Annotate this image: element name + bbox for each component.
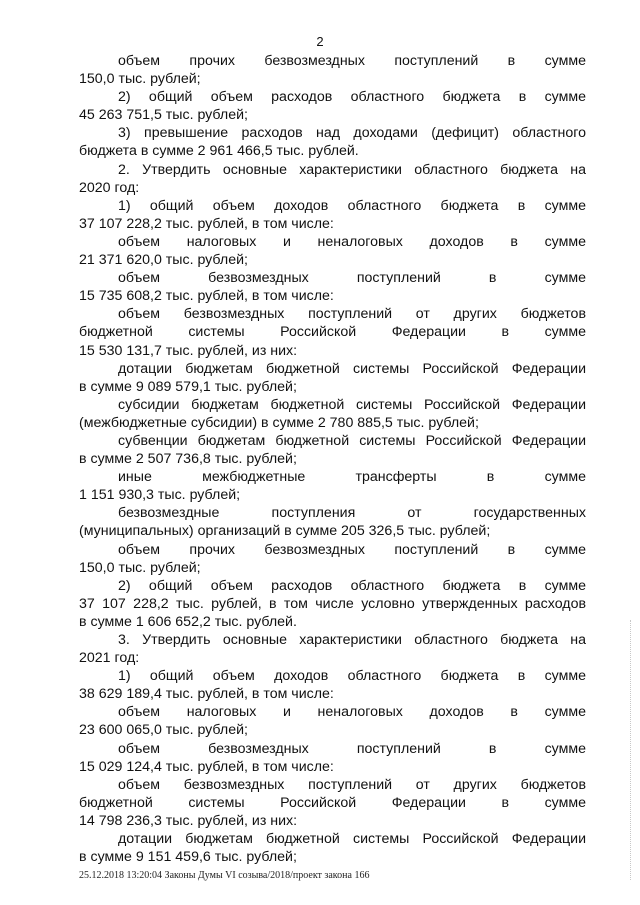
text-line: 1 151 930,3 тыс. рублей;	[79, 487, 241, 504]
text-line: 15 029 124,4 тыс. рублей, в том числе:	[79, 758, 334, 775]
text-line: объем безвозмездных поступлений в сумме	[118, 270, 586, 287]
text-line: объем безвозмездных поступлений в сумме	[118, 740, 586, 757]
text-line: 2020 год:	[79, 179, 140, 196]
text-line: 23 600 065,0 тыс. рублей;	[79, 722, 248, 739]
text-line: в сумме 2 507 736,8 тыс. рублей;	[79, 451, 297, 468]
text-line: в сумме 1 606 652,2 тыс. рублей.	[79, 613, 297, 630]
text-line: 37 107 228,2 тыс. рублей, в том числе условно утвержденных расходов	[79, 595, 586, 612]
text-line: (межбюджетные субсидии) в сумме 2 780 885,5 тыс. рублей;	[79, 414, 479, 431]
text-line: 14 798 236,3 тыс. рублей, из них:	[79, 812, 298, 829]
text-line: 21 371 620,0 тыс. рублей;	[79, 252, 248, 269]
text-line: дотации бюджетам бюджетной системы Российской Федерации	[118, 831, 586, 848]
text-line: бюджета в сумме 2 961 466,5 тыс. рублей.	[79, 143, 359, 160]
text-line: (муниципальных) организаций в сумме 205 326,5 тыс. рублей;	[79, 523, 491, 540]
text-line: 1) общий объем доходов областного бюджета в сумме	[118, 197, 586, 214]
text-line: 15 735 608,2 тыс. рублей, в том числе:	[79, 288, 334, 305]
text-line: субсидии бюджетам бюджетной системы Российской Федерации	[118, 396, 586, 413]
text-line: 38 629 189,4 тыс. рублей, в том числе:	[79, 686, 334, 703]
text-line: 37 107 228,2 тыс. рублей, в том числе:	[79, 215, 334, 232]
text-line: объем прочих безвозмездных поступлений в сумме	[118, 541, 586, 558]
text-line: 3. Утвердить основные характеристики областного бюджета на	[118, 632, 586, 648]
text-line: объем безвозмездных поступлений от других бюджетов	[118, 306, 586, 323]
text-line: дотации бюджетам бюджетной системы Российской Федерации	[118, 360, 586, 377]
text-line: в сумме 9 151 459,6 тыс. рублей;	[79, 849, 297, 866]
margin-scan-marks	[630, 620, 632, 880]
document-footer: 25.12.2018 13:20:04 Законы Думы VI созыва/2018/проект закона 166	[79, 870, 370, 881]
text-line: объем прочих безвозмездных поступлений в сумме	[118, 53, 586, 69]
text-line: 45 263 751,5 тыс. рублей;	[79, 107, 248, 124]
text-line: бюджетной системы Российской Федерации в сумме	[79, 794, 586, 811]
document-body	[79, 52, 586, 866]
text-line: 1) общий объем доходов областного бюджета в сумме	[118, 668, 586, 685]
text-line: 2) общий объем расходов областного бюджета в сумме	[118, 577, 586, 594]
text-line: 150,0 тыс. рублей;	[79, 559, 201, 576]
text-line: 150,0 тыс. рублей;	[79, 71, 201, 88]
text-line: 2) общий объем расходов областного бюджета в сумме	[118, 89, 586, 106]
text-line: субвенции бюджетам бюджетной системы Российской Федерации	[118, 432, 586, 449]
text-line: объем налоговых и неналоговых доходов в сумме	[118, 233, 586, 250]
text-line: объем налоговых и неналоговых доходов в сумме	[118, 704, 586, 721]
text-line: в сумме 9 089 579,1 тыс. рублей;	[79, 378, 297, 395]
text-line: иные межбюджетные трансферты в сумме	[118, 469, 586, 486]
text-line: 15 530 131,7 тыс. рублей, из них:	[79, 342, 298, 359]
page-number: 2	[316, 34, 324, 49]
text-line: 3) превышение расходов над доходами (дефицит) областного	[118, 125, 586, 142]
text-line: объем безвозмездных поступлений от других бюджетов	[118, 776, 586, 793]
text-line: бюджетной системы Российской Федерации в сумме	[79, 324, 586, 341]
text-line: 2021 год:	[79, 650, 140, 667]
text-line: безвозмездные поступления от государственных	[118, 505, 586, 522]
text-line: 2. Утвердить основные характеристики областного бюджета на	[118, 161, 586, 178]
